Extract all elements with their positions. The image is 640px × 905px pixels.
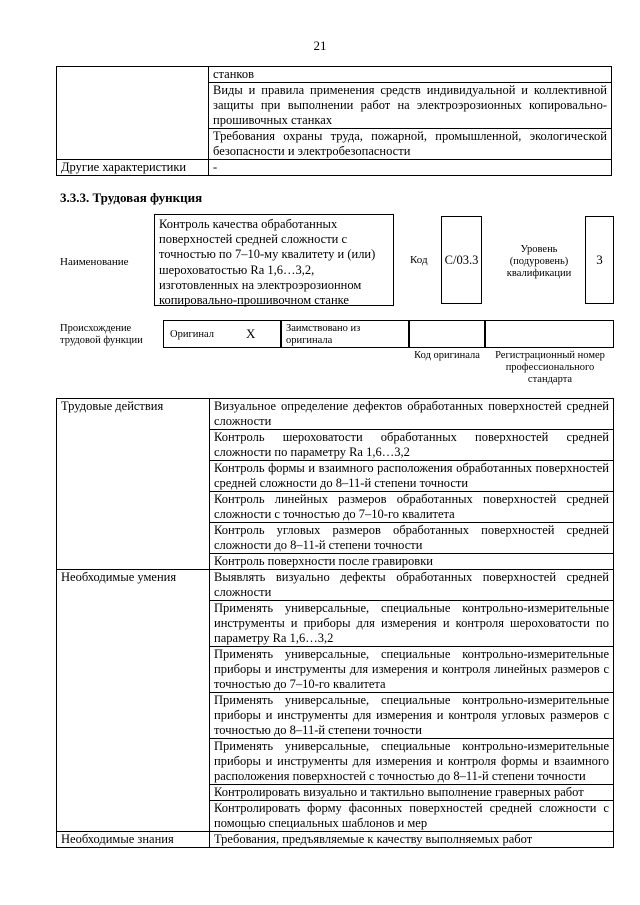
skill-item: Контролировать форму фасонных поверхностей средней сложности с помощью специальных шаблонов и мер [210, 801, 614, 832]
original-code-box [409, 320, 485, 348]
labor-action-item: Контроль шероховатости обработанных поверхностей средней сложности по параметру Ra 1,6…3,2 [210, 430, 614, 461]
top-table-label [57, 67, 209, 160]
borrowed-label: Заимствовано из оригинала [286, 323, 361, 346]
original-code-caption: Код оригинала [414, 350, 480, 361]
skill-item: Контролировать визуально и тактильно выполнение граверных работ [210, 785, 614, 801]
labor-actions-label: Трудовые действия [57, 399, 210, 570]
skill-item: Применять универсальные, специальные контрольно-измерительные приборы и инструменты для измерения и контроля линейных размеров с точностью до 7–10-го квалитета [210, 647, 614, 693]
code-value: C/03.3 [441, 216, 482, 304]
original-box [163, 320, 281, 348]
borrowed-box [281, 320, 409, 348]
labor-action-item: Контроль поверхности после гравировки [210, 554, 614, 570]
labor-action-item: Контроль формы и взаимного расположения обработанных поверхностей средней сложности до 8–11-й степени точности [210, 461, 614, 492]
other-characteristics-label: Другие характеристики [57, 160, 209, 176]
required-skills-label: Необходимые умения [57, 570, 210, 832]
function-name-box: Контроль качества обработанных поверхностей средней сложности с точностью по 7–10-му квалитету и (или) шероховатостью Ra 1,6…3,2, изготовленных на электроэрозионном копировально-прошивочном станке [154, 214, 394, 306]
other-characteristics-value: - [209, 160, 612, 176]
code-label: Код [410, 254, 428, 266]
skill-item: Выявлять визуально дефекты обработанных поверхностей средней сложности [210, 570, 614, 601]
origin-label: Происхождение трудовой функции [60, 323, 143, 346]
labor-action-item: Визуальное определение дефектов обработанных поверхностей средней сложности [210, 399, 614, 430]
skill-item: Применять универсальные, специальные контрольно-измерительные приборы и инструменты для измерения и контроля формы и взаимного расположения поверхностей с точностью до 8–11-й степени точности [210, 739, 614, 785]
knowledge-item: Требования, предъявляемые к качеству выполняемых работ [210, 832, 614, 848]
top-table-cell: станков [209, 67, 612, 83]
main-table [56, 398, 614, 848]
top-table-cell: Виды и правила применения средств индивидуальной и коллективной защиты при выполнении работ на электроэрозионных копировально-прошивочных станках [209, 83, 612, 129]
original-mark: X [246, 326, 256, 341]
top-table [56, 66, 612, 176]
labor-action-item: Контроль линейных размеров обработанных поверхностей средней сложности с точностью до 7–10-го квалитета [210, 492, 614, 523]
original-label: Оригинал [170, 329, 214, 340]
name-label: Наименование [60, 256, 129, 268]
skill-item: Применять универсальные, специальные контрольно-измерительные инструменты и приборы для измерения и контроля шероховатости по параметру Ra 1,6…3,2 [210, 601, 614, 647]
registration-number-box [485, 320, 614, 348]
skill-item: Применять универсальные, специальные контрольно-измерительные приборы и инструменты для измерения и контроля угловых размеров с точностью до 8–11-й степени точности [210, 693, 614, 739]
registration-number-caption: Регистрационный номер профессионального стандарта [495, 350, 605, 385]
level-label: Уровень (подуровень) квалификации [506, 244, 572, 279]
top-table-cell: Требования охраны труда, пожарной, промышленной, экологической безопасности и электробезопасности [209, 129, 612, 160]
section-title: 3.3.3. Трудовая функция [60, 190, 203, 205]
labor-action-item: Контроль угловых размеров обработанных поверхностей средней сложности до 8–11-й степени точности [210, 523, 614, 554]
level-value: 3 [585, 216, 614, 304]
page-number: 21 [313, 38, 327, 53]
required-knowledge-label: Необходимые знания [57, 832, 210, 848]
